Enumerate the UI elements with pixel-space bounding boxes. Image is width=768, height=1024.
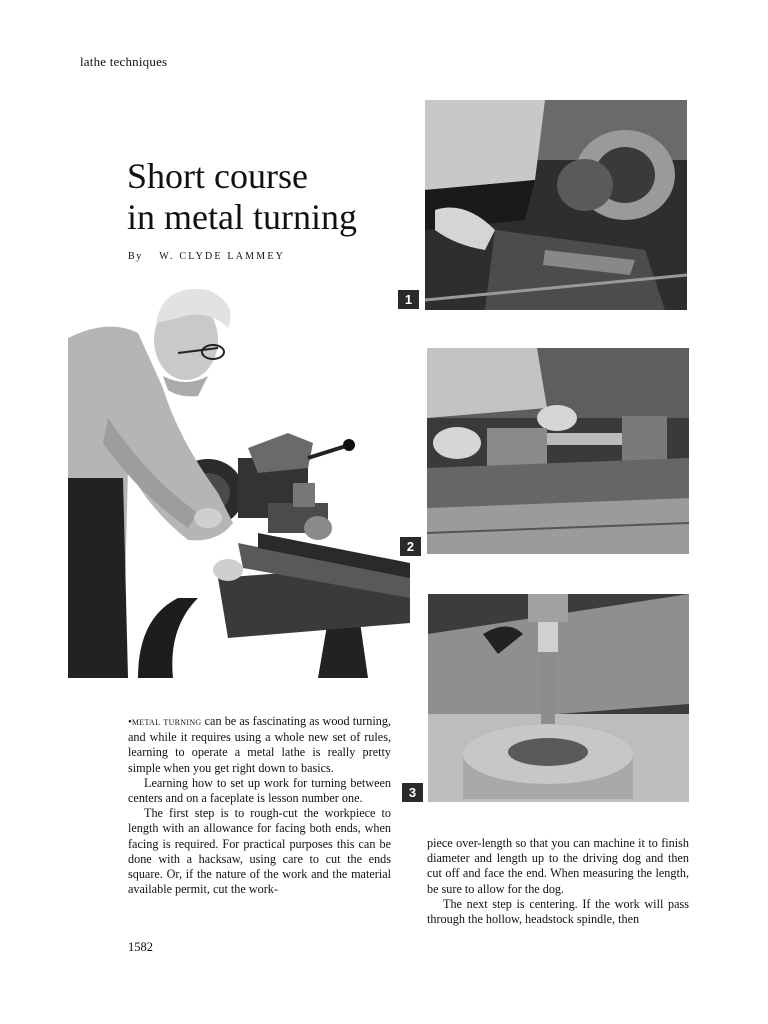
paragraph-2: Learning how to set up work for turning between centers and on a faceplate is lesson number one.	[128, 775, 391, 806]
article-title	[127, 156, 357, 238]
lead-smallcaps: metal turning	[131, 716, 202, 728]
figure-3-number: 3	[402, 783, 423, 802]
paragraph-1-text: can be as fascinating as wood turning, and while it requires using a whole new set of rules, learning to operate a metal lathe is really pretty simple when you get right down to basics.	[128, 714, 391, 775]
paragraph-1	[128, 714, 391, 776]
title-line-2: in metal turning	[127, 197, 357, 237]
figure-1-photo	[425, 100, 687, 310]
body-column-1	[128, 714, 391, 897]
paragraph-4: The next step is centering. If the work will pass through the hollow, headstock spindle, then	[427, 896, 689, 927]
figure-2-number: 2	[400, 537, 421, 556]
center-drilling-illustration	[427, 348, 689, 554]
byline	[128, 251, 285, 262]
title-line-1: Short course	[127, 156, 308, 196]
paragraph-3-continued: piece over-length so that you can machine it to finish diameter and length up to the driving dog and then cut off and face the end. When measuring the length, be sure to allow for the dog.	[427, 836, 689, 896]
figure-1-number: 1	[398, 290, 419, 309]
section-label: lathe techniques	[80, 54, 168, 69]
chuck-setup-illustration	[425, 100, 687, 310]
body-column-2	[427, 836, 689, 927]
page-number: 1582	[128, 940, 153, 954]
man-at-lathe-illustration	[68, 278, 410, 678]
main-photo	[68, 278, 410, 678]
author-name: W. CLYDE LAMMEY	[159, 251, 286, 262]
byline-prefix: By	[128, 251, 143, 262]
figure-3-photo	[428, 594, 689, 802]
drill-press-chuck-illustration	[428, 594, 689, 802]
figure-2-photo	[427, 348, 689, 554]
paragraph-3: The first step is to rough-cut the workpiece to length with an allowance for facing both ends, when facing is required. For practical purposes this can be done with a hacksaw, using care to cut the ends square. Or, if the nature of the work and the material available permit, cut the work-	[128, 806, 391, 897]
lead-bullet: •	[128, 716, 132, 728]
